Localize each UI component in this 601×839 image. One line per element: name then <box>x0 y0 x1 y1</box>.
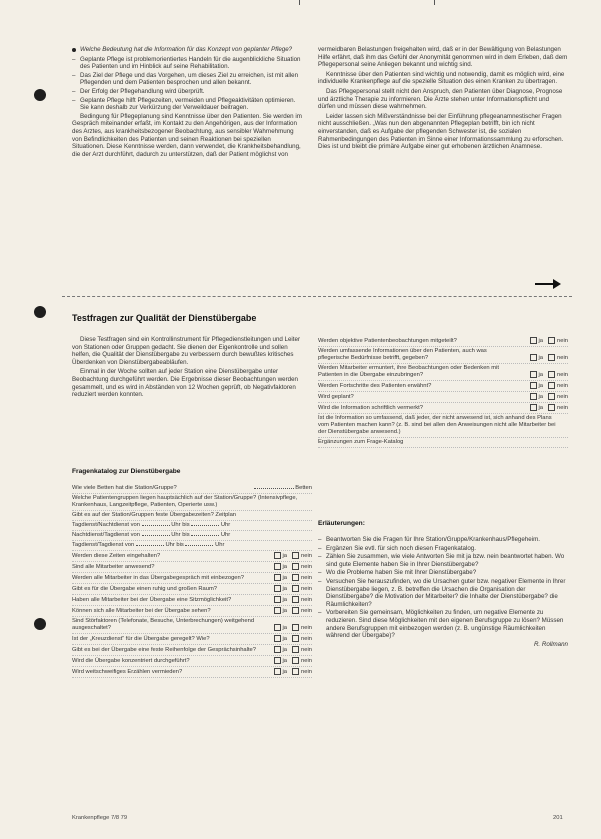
top-left-column <box>72 46 302 160</box>
intro-text <box>72 336 304 401</box>
no-label: nein <box>557 383 568 390</box>
list-item: – Geplante Pflege ist problemorientiertes Handeln für die augenblickliche Situation des Patienten und im Hinblick auf seine Rehabilitation. <box>72 56 302 71</box>
check-question: Werden objektive Patientenbeobachtungen mitgeteilt? <box>318 338 457 345</box>
yes-no-boxes <box>525 382 568 390</box>
yes-no-boxes <box>269 668 312 676</box>
time-row <box>72 521 312 531</box>
check-question: Wird die Übergabe konzentriert durchgeführt? <box>72 658 190 665</box>
time-row <box>72 541 312 551</box>
check-row <box>72 595 312 606</box>
check-row <box>318 381 568 392</box>
no-checkbox[interactable] <box>292 657 299 664</box>
no-label: nein <box>301 586 312 593</box>
no-checkbox[interactable] <box>548 371 555 378</box>
time-field[interactable] <box>142 535 170 536</box>
no-checkbox[interactable] <box>292 624 299 631</box>
no-checkbox[interactable] <box>292 596 299 603</box>
check-row <box>318 347 568 364</box>
scan-mark <box>299 0 300 5</box>
time-row-label: Nachtdienst/Tagdienst von <box>72 532 140 538</box>
bed-count-row <box>72 484 312 494</box>
check-question: Wird weitschweifiges Erzählen vermieden? <box>72 669 183 676</box>
time-field[interactable] <box>185 545 213 546</box>
check-row <box>72 551 312 562</box>
yes-label: ja <box>282 553 288 560</box>
yes-no-boxes <box>269 552 312 560</box>
check-question: Ist der „Kreuzdienst“ für die Übergabe geregelt? Wie? <box>72 636 210 643</box>
list-item: – Wo die Probleme haben Sie mit Ihrer Dienstübergabe? <box>318 569 568 577</box>
check-question: Gibt es bei der Übergabe eine feste Reihenfolge der Gesprächsinhalte? <box>72 647 257 654</box>
yes-label: ja <box>282 669 288 676</box>
yes-checkbox[interactable] <box>274 635 281 642</box>
no-label: nein <box>301 636 312 643</box>
question-heading: Welche Bedeutung hat die Information für das Konzept von geplanter Pflege? <box>72 46 302 54</box>
yes-checkbox[interactable] <box>530 371 537 378</box>
left-checklist <box>72 484 312 678</box>
check-row <box>72 584 312 595</box>
yes-checkbox[interactable] <box>530 382 537 389</box>
check-question: Werden umfassende Informationen über den Patienten, auch was pflegerische Bedürfnisse betrifft, gegeben? <box>318 348 487 362</box>
check-row <box>318 336 568 347</box>
yes-no-boxes <box>525 404 568 412</box>
no-label: nein <box>557 355 568 362</box>
check-row <box>318 392 568 403</box>
scan-mark <box>434 0 435 5</box>
time-mid: Uhr bis <box>171 532 190 538</box>
no-label: nein <box>301 647 312 654</box>
list-item: – Der Erfolg der Pflegehandlung wird überprüft. <box>72 88 302 96</box>
bed-count-field[interactable] <box>254 488 294 489</box>
yes-no-list <box>72 551 312 678</box>
check-question: Wird geplant? <box>318 394 354 401</box>
notes-list <box>318 536 568 640</box>
list-item: – Versuchen Sie herauszufinden, wo die Ursachen guter bzw. negativer Elemente in Ihrer Dienstübergabe liegen, z. B. betreffen die Ursachen die Organisation der Dienstübergabe? die Motivation der Mitarbeiter? die Inhalte der Dienstübergabe? die Räumlichkeiten? <box>318 578 568 608</box>
yes-no-boxes <box>269 607 312 615</box>
check-question: Können sich alle Mitarbeiter bei der Übergabe sehen? <box>72 608 211 615</box>
notes-heading: Erläuterungen: <box>318 520 365 527</box>
punch-hole <box>34 89 46 101</box>
check-question: Werden Fortschritte des Patienten erwähnt? <box>318 383 432 390</box>
yes-no-list <box>318 336 568 414</box>
check-row <box>72 606 312 617</box>
list-item: – Zählen Sie zusammen, wie viele Antworten Sie mit ja bzw. nein beantwortet haben. Wo sind gute Elemente haben Sie in Ihrer Dienstübergabe? <box>318 553 568 568</box>
body-paragraph: Leider lassen sich Mißverständnisse bei der Einführung pflegeanamnestischer Fragen nicht ausschließen. „Was nun den abgenannten Pflegeplan betrifft, bin ich nicht einverstanden, daß es Aufgabe der pflegenden Schwester ist, die sozialen Rahmenbedingungen des Patienten im Sinne einer Informationssammlung zu erforschen. Dies ist und bleibt die primäre Aufgabe einer gut erhobenen ärztlichen Anamnese. <box>318 112 564 151</box>
check-question: Sind alle Mitarbeiter anwesend? <box>72 564 155 571</box>
yes-label: ja <box>538 394 544 401</box>
no-checkbox[interactable] <box>548 404 555 411</box>
yes-label: ja <box>282 636 288 643</box>
check-row <box>72 617 312 634</box>
time-field[interactable] <box>136 545 164 546</box>
bed-count-label: Wie viele Betten hat die Station/Gruppe? <box>72 485 177 491</box>
check-row <box>72 634 312 645</box>
check-row <box>72 573 312 584</box>
yes-label: ja <box>538 338 544 345</box>
section-title: Testfragen zur Qualität der Dienstübergabe <box>72 313 257 323</box>
yes-no-boxes <box>269 574 312 582</box>
check-row <box>72 667 312 678</box>
right-checklist <box>318 336 568 448</box>
time-field[interactable] <box>191 525 219 526</box>
footer-page-number: 201 <box>553 815 563 821</box>
yes-checkbox[interactable] <box>274 607 281 614</box>
yes-label: ja <box>282 597 288 604</box>
yes-no-boxes <box>269 635 312 643</box>
yes-checkbox[interactable] <box>274 668 281 675</box>
yes-label: ja <box>282 586 288 593</box>
yes-no-boxes <box>525 393 568 401</box>
yes-label: ja <box>282 647 288 654</box>
time-row <box>72 531 312 541</box>
yes-no-boxes <box>269 624 312 632</box>
check-question: Werden alle Mitarbeiter in das Übergabegespräch mit einbezogen? <box>72 575 244 582</box>
no-label: nein <box>301 575 312 582</box>
punch-hole <box>34 618 46 630</box>
list-item: – Vorbereiten Sie gemeinsam, Möglichkeiten zu finden, um negative Elemente zu reduzieren. Sind diese Möglichkeiten mit den eigenen Berufsgruppe zu lösen? Müssen andere Berufsgruppen mit einbezogen werden (z. B. ungünstige Räumlichkeiten während der Übergabe)? <box>318 609 568 639</box>
yes-checkbox[interactable] <box>274 585 281 592</box>
no-label: nein <box>301 564 312 571</box>
time-mid: Uhr bis <box>171 522 190 528</box>
no-label: nein <box>301 608 312 615</box>
no-checkbox[interactable] <box>292 552 299 559</box>
time-end: Uhr <box>220 522 231 528</box>
time-end: Uhr <box>215 542 225 548</box>
yes-label: ja <box>282 625 288 632</box>
no-label: nein <box>301 553 312 560</box>
yes-checkbox[interactable] <box>274 624 281 631</box>
check-row <box>318 364 568 381</box>
check-question: Haben alle Mitarbeiter bei der Übergabe eine Sitzmöglichkeit? <box>72 597 232 604</box>
no-checkbox[interactable] <box>292 646 299 653</box>
yes-no-boxes <box>269 646 312 654</box>
list-item: – Das Ziel der Pflege und das Vorgehen, um dieses Ziel zu erreichen, ist mit allen Pflegenden und dem Patienten besprochen und allen bekannt. <box>72 72 302 87</box>
yes-checkbox[interactable] <box>274 657 281 664</box>
yes-checkbox[interactable] <box>530 354 537 361</box>
note-row <box>318 438 568 448</box>
no-label: nein <box>301 658 312 665</box>
dash-list <box>72 56 302 112</box>
body-paragraph: Das Pflegepersonal stellt nicht den Anspruch, den Patienten über Diagnose, Prognose und ärztliche Therapie zu informieren. Die Ärzte stehen unter Informationspflicht und dürfen und müssen diese wahrnehmen. <box>318 87 563 111</box>
section-divider <box>62 296 572 297</box>
yes-no-boxes <box>525 354 568 362</box>
no-checkbox[interactable] <box>292 607 299 614</box>
no-checkbox[interactable] <box>292 635 299 642</box>
check-question: Werden Mitarbeiter ermuntert, ihre Beobachtungen oder Bedenken mit Patienten in die Übergabe einzubringen? <box>318 365 499 379</box>
yes-checkbox[interactable] <box>274 574 281 581</box>
time-row-label: Tagdienst/Nachtdienst von <box>72 522 140 528</box>
body-paragraph: Einmal in der Woche sollten auf jeder Station eine Dienstübergabe unter Beobachtung durchgeführt werden. Die Ergebnisse dieser Beobachtungen werden gesammelt, und es wird in Abständen von 12 Wochen geprüft, ob Negativfaktoren reduziert werden konnten. <box>72 368 298 399</box>
yes-label: ja <box>282 658 288 665</box>
yes-label: ja <box>282 575 288 582</box>
continue-arrow-icon <box>535 279 561 289</box>
yes-checkbox[interactable] <box>530 404 537 411</box>
list-item: – Geplante Pflege hilft Pflegezeiten, vermeiden und Pflegeaktivitäten optimieren. Sie kann deshalb zur Verkürzung der Verweildauer beitragen. <box>72 97 302 112</box>
yes-checkbox[interactable] <box>530 337 537 344</box>
no-checkbox[interactable] <box>292 585 299 592</box>
no-checkbox[interactable] <box>548 382 555 389</box>
top-right-column <box>318 46 568 153</box>
bed-suffix: Betten <box>295 485 312 491</box>
note-text: Ist die Information so umfassend, daß jeder, der nicht anwesend ist, sich anhand des Plans vom Patienten machen kann? (z. B. sind bei allen den Anweisungen nicht alle Mitarbeiter bei der Dienstübergabe anwesend.) <box>318 415 556 436</box>
no-checkbox[interactable] <box>548 393 555 400</box>
time-field[interactable] <box>142 525 170 526</box>
time-mid: Uhr bis <box>165 542 184 548</box>
no-label: nein <box>557 405 568 412</box>
yes-checkbox[interactable] <box>274 596 281 603</box>
no-label: nein <box>557 394 568 401</box>
time-end: Uhr <box>220 532 231 538</box>
no-label: nein <box>557 372 568 379</box>
check-row <box>318 403 568 414</box>
catalog-heading: Fragenkatalog zur Dienstübergabe <box>72 468 181 475</box>
body-paragraph: Kenntnisse über den Patienten sind wichtig und notwendig, damit es möglich wird, eine individuelle Krankenpflege auf die spezielle Situation des einen Kranken zu übertragen. <box>318 70 565 86</box>
no-checkbox[interactable] <box>292 668 299 675</box>
yes-no-boxes <box>525 371 568 379</box>
yes-label: ja <box>538 355 544 362</box>
yes-label: ja <box>538 372 544 379</box>
yes-no-boxes <box>269 657 312 665</box>
yes-checkbox[interactable] <box>274 563 281 570</box>
check-question: Gibt es für die Übergabe einen ruhig und großen Raum? <box>72 586 218 593</box>
no-label: nein <box>301 625 312 632</box>
yes-checkbox[interactable] <box>530 393 537 400</box>
no-label: nein <box>301 669 312 676</box>
yes-label: ja <box>538 383 544 390</box>
list-item: – Ergänzen Sie evtl. für sich noch diesen Fragenkatalog. <box>318 545 568 553</box>
yes-no-boxes <box>269 563 312 571</box>
body-paragraph: vermeidbaren Belastungen freigehalten wird, daß er in der Bewältigung von Belastungen Hilfe erfährt, daß ihm das Gefühl der Anonymität genommen wird in dem Erleben, daß dem Pflegepersonal seine Anliegen bekannt und wichtig sind. <box>318 46 568 69</box>
yes-label: ja <box>538 405 544 412</box>
check-question: Werden diese Zeiten eingehalten? <box>72 553 161 560</box>
time-field[interactable] <box>191 535 219 536</box>
patient-groups-row <box>72 494 312 511</box>
note-row <box>318 414 568 438</box>
check-row <box>72 562 312 573</box>
note-text: Ergänzungen zum Frage-Katalog <box>318 439 404 446</box>
body-paragraph: Diese Testfragen sind ein Kontrollinstrument für Pflegedienstleitungen und Leiter von Stationen oder Gruppen gedacht. Sie dienen der Eigenkontrolle und sollen helfen, die Qualität der Dienstübergabe zu verbessern durch bewußtes kritisches Überdenken von Dienstübergabeabläufen. <box>72 336 301 366</box>
check-row <box>72 656 312 667</box>
no-checkbox[interactable] <box>548 337 555 344</box>
time-row-label: Tagdienst/Tagdienst von <box>72 542 135 548</box>
yes-no-boxes <box>525 337 568 345</box>
no-label: nein <box>557 338 568 345</box>
yes-label: ja <box>282 564 288 571</box>
author-signature: R. Rollmann <box>533 640 568 648</box>
check-row <box>72 645 312 656</box>
no-checkbox[interactable] <box>292 563 299 570</box>
yes-label: ja <box>282 608 288 615</box>
schedule-row <box>72 511 312 521</box>
yes-checkbox[interactable] <box>274 646 281 653</box>
yes-no-boxes <box>269 596 312 604</box>
check-question: Wird die Information schriftlich vermerkt? <box>318 405 424 412</box>
yes-checkbox[interactable] <box>274 552 281 559</box>
punch-hole <box>34 306 46 318</box>
notes-column <box>318 536 568 650</box>
list-item: – Beantworten Sie die Fragen für Ihre Station/Gruppe/Krankenhaus/Pflegeheim. <box>318 536 568 544</box>
patient-groups-label: Welche Patientengruppen liegen hauptsächlich auf der Station/Gruppe? (Intensivpflege, Krankenhaus, Langzeitpflege, Patienten, Operierte usw.) <box>72 495 298 508</box>
schedule-label: Gibt es auf der Station/Gruppen feste Übergabezeiten? Zeitplan <box>72 512 237 518</box>
no-label: nein <box>301 597 312 604</box>
no-checkbox[interactable] <box>292 574 299 581</box>
no-checkbox[interactable] <box>548 354 555 361</box>
yes-no-boxes <box>269 585 312 593</box>
body-paragraph: Bedingung für Pflegeplanung sind Kenntnisse über den Patienten. Sie werden im Gespräch miteinander erfaßt, im Kontakt zu den Angehörigen, aus der Information des Arztes, aus krankheitsbezogener Beobachtung, aus sensibler Wahrnehmung von Befindlichkeiten des Patienten und seinen Reaktionen bei speziellen Situationen. Diese Kenntnisse werden, dann verwendet, die Krankheitsbehandlung, die der Arzt durchführt, dadurch zu unterstützen, daß der Patient möglichst von <box>72 112 302 158</box>
footer-journal: Krankenpflege 7/8 79 <box>72 815 128 821</box>
check-question: Sind Störfaktoren (Telefonate, Besuche, Unterbrechungen) weitgehend ausgeschaltet? <box>72 618 255 632</box>
